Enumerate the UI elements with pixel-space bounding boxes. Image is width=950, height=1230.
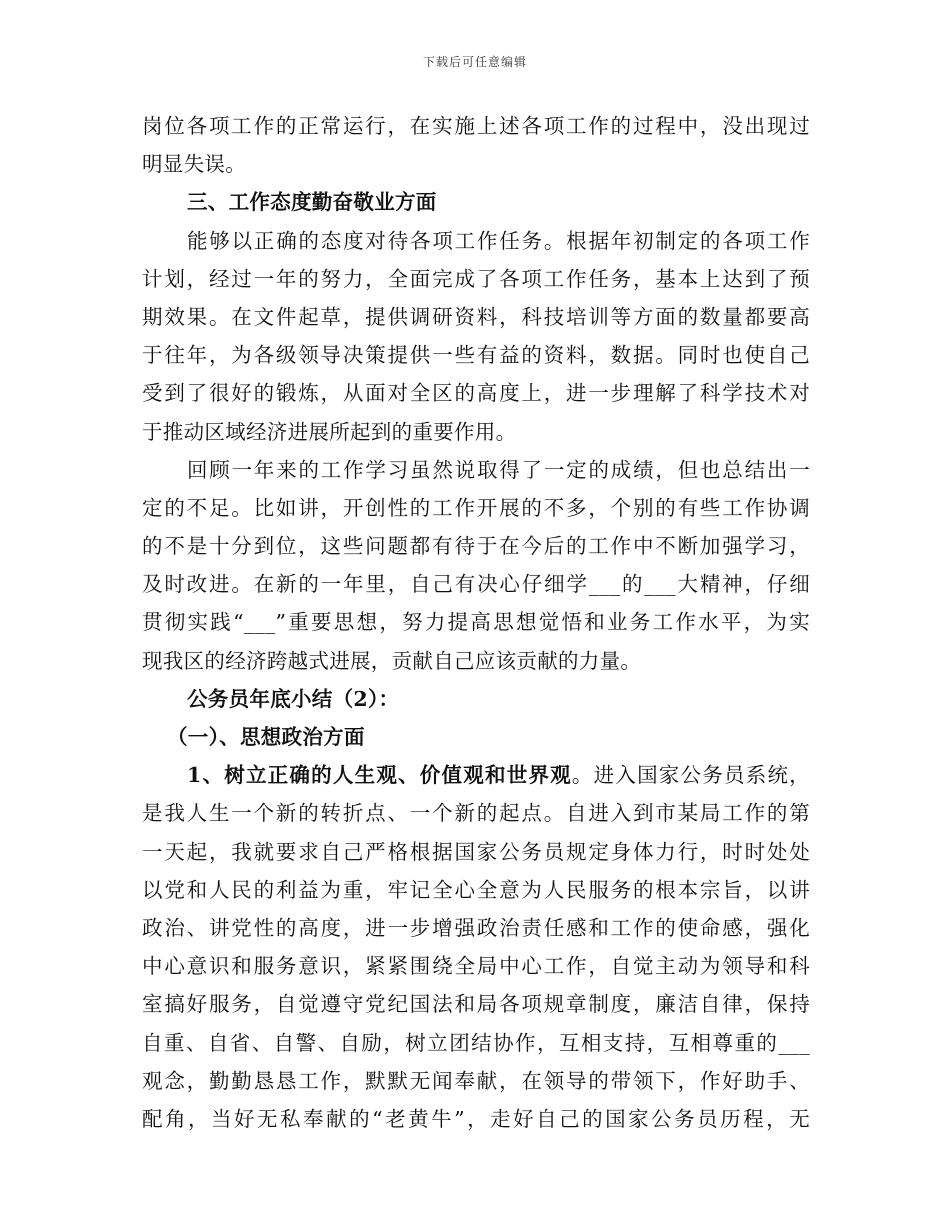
point-lead: 1、树立正确的人生观、价值观和世界观 — [187, 763, 572, 788]
paragraph-line: 观念，勤勤恳恳工作，默默无闻奉献，在领导的带领下，作好助手、 — [142, 1068, 810, 1093]
section-heading: 三、工作态度勤奋敬业方面 — [187, 190, 437, 215]
paragraph-line: 定的不足。比如讲，开创性的工作开展的不多，个别的有些工作协调 — [142, 495, 810, 520]
paragraph-line: 是我人生一个新的转折点、一个新的起点。自进入到市某局工作的第 — [142, 801, 810, 826]
paragraph-line: 现我区的经济跨越式进展，贡献自己应该贡献的力量。 — [142, 648, 642, 673]
paragraph-line: 受到了很好的锻炼，从面对全区的高度上，进一步理解了科学技术对 — [142, 381, 810, 406]
paragraph-line: 配角，当好无私奉献的“老黄牛”，走好自己的国家公务员历程，无 — [142, 1106, 810, 1131]
paragraph-line: 明显失误。 — [142, 152, 246, 177]
paragraph-line: 及时改进。在新的一年里，自己有决心仔细学___的___大精神，仔细 — [142, 572, 810, 597]
paragraph-line: 岗位各项工作的正常运行，在实施上述各项工作的过程中，没出现过 — [142, 114, 810, 138]
paragraph-line: 一天起，我就要求自己严格根据国家公务员规定身体力行，时时处处 — [142, 839, 810, 864]
paragraph-line: 期效果。在文件起草，提供调研资料，科技培训等方面的数量都要高 — [142, 304, 810, 329]
paragraph-line: 的不是十分到位，这些问题都有待于在今后的工作中不断加强学习， — [142, 534, 810, 559]
document-body — [142, 107, 810, 1138]
paragraph-line: 计划，经过一年的努力，全面完成了各项工作任务，基本上达到了预 — [142, 266, 810, 291]
paragraph-line: 回顾一年来的工作学习虽然说取得了一定的成绩，但也总结出一 — [187, 457, 810, 482]
page-header: 下载后可任意编辑 — [422, 55, 527, 69]
paragraph-line: 于往年，为各级领导决策提供一些有益的资料，数据。同时也使自己 — [142, 343, 810, 368]
point-lead-rest: 。进入国家公务员系统， — [571, 763, 810, 788]
paragraph-line: 政治、讲党性的高度，进一步增强政治责任感和工作的使命感，强化 — [142, 915, 810, 940]
paragraph-line: 于推动区域经济进展所起到的重要作用。 — [142, 419, 517, 444]
paragraph-line: 自重、自省、自警、自励，树立团结协作，互相支持，互相尊重的___ — [142, 1030, 810, 1055]
paragraph-line: 以党和人民的利益为重，牢记全心全意为人民服务的根本宗旨，以讲 — [142, 877, 810, 902]
subsection-heading: （一）、思想政治方面 — [167, 725, 365, 749]
paragraph-line: 中心意识和服务意识，紧紧围绕全局中心工作，自觉主动为领导和科 — [142, 954, 810, 979]
section-title: 公务员年底小结（2）： — [187, 686, 400, 711]
paragraph-line: 能够以正确的态度对待各项工作任务。根据年初制定的各项工作 — [187, 228, 810, 253]
paragraph-line: 室搞好服务，自觉遵守党纪国法和局各项规章制度，廉洁自律，保持 — [142, 992, 810, 1017]
paragraph-line — [142, 756, 810, 794]
paragraph-line: 贯彻实践“___”重要思想，努力提高思想觉悟和业务工作水平，为实 — [142, 610, 810, 635]
